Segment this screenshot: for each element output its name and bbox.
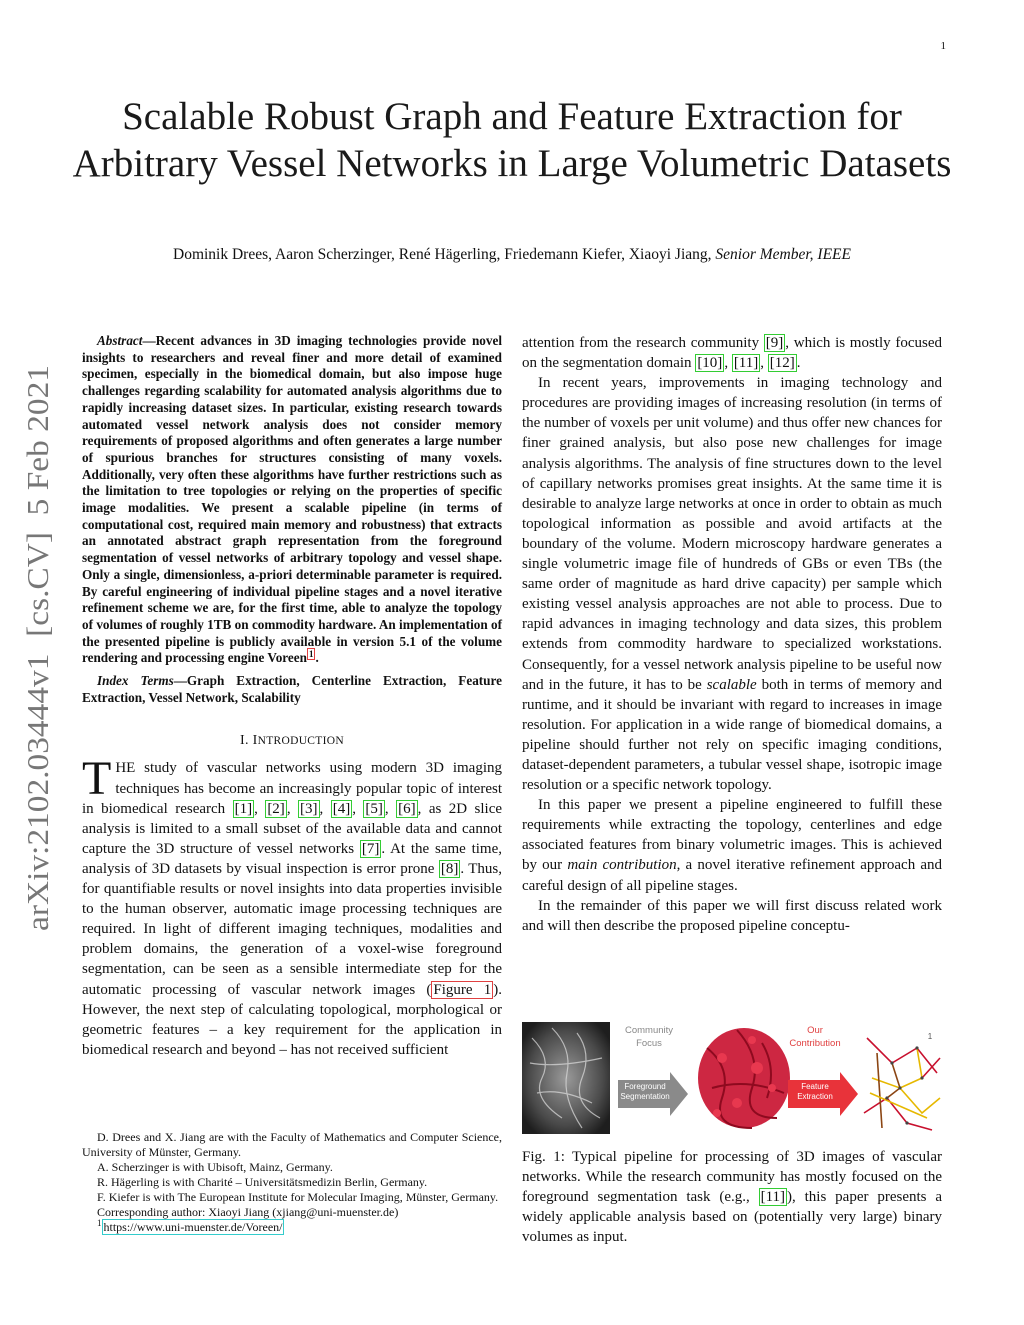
- intro-text-2: , as 2D slice analysis is limited to a small subset of the available data and cannot capture the 3D structure of vessel networks: [82, 800, 503, 857]
- author-membership: Senior Member, IEEE: [715, 246, 851, 263]
- cite-3[interactable]: [3]: [300, 800, 318, 817]
- feature-extraction-line-2: Extraction: [797, 1092, 833, 1101]
- intro-lead: HE study of vascular networks using modern 3D imaging techniques has become an increasingly popular topic of interest in biomedical research: [82, 760, 502, 817]
- feature-extraction-label: [786, 1082, 844, 1102]
- cite-1[interactable]: [1]: [234, 800, 253, 817]
- cite-sep: ,: [254, 800, 266, 817]
- right-p1-b: , which is mostly focused on the segmentation domain: [522, 335, 942, 372]
- cite-sep: ,: [319, 800, 331, 817]
- footnote-affiliation-4: F. Kiefer is with The European Institute for Molecular Imaging, Münster, Germany.: [97, 1190, 499, 1204]
- intro-text-5: ). However, the next step of calculating topological, morphological or geometric features – a key requirement for the application in biomedical research and beyond – has not received sufficient: [82, 981, 502, 1058]
- cite-9[interactable]: [9]: [765, 335, 784, 351]
- right-p2-em: scalable: [706, 676, 757, 693]
- abstract: [82, 333, 502, 667]
- cite-6[interactable]: [6]: [398, 800, 416, 817]
- cite-11[interactable]: [11]: [733, 355, 759, 372]
- footnote-affiliation-1: D. Drees and X. Jiang are with the Faculty of Mathematics and Computer Science, University of Münster, Germany.: [82, 1130, 502, 1159]
- arxiv-stamp-svg: [6, 361, 66, 931]
- right-paragraph-1: attention from the research community [9] , which is mostly focused on the segmentation domain [10] , [11] , [12] .: [522, 335, 942, 372]
- caption-lead: Fig. 1: Typical pipeline for processing of 3D images of vascular networks. While the research community has mostly focused on the foreground segmentation task (e.g.,: [522, 1149, 942, 1206]
- dropcap: T: [82, 752, 112, 806]
- section-title-rest: NTRODUCTION: [257, 735, 344, 748]
- footnote-corresponding-author: Corresponding author: Xiaoyi Jiang (xjiang@uni-muenster.de): [97, 1205, 399, 1219]
- right-p3-em: main contribution: [567, 857, 677, 874]
- cite-sep: ,: [286, 800, 299, 817]
- figure-1-caption: [522, 1147, 942, 1247]
- arxiv-stamp: [6, 361, 66, 931]
- right-p3-a: In this paper we present a pipeline engineered to fulfill these requirements while extracting the topology, centerlines and edge associated features from binary volumetric images. This is achieved by our: [522, 797, 942, 874]
- caption-cite-11[interactable]: [11]: [760, 1189, 786, 1206]
- right-p3-b: , a novel iterative refinement approach and careful design of all pipeline stages.: [522, 857, 943, 894]
- section-initial: I: [252, 733, 258, 749]
- feature-extraction-line-1: Feature: [801, 1082, 829, 1091]
- abstract-voreen-link[interactable]: Voreen: [267, 650, 307, 666]
- right-p2-b: both in terms of memory and runtime, and it should be invariant with regard to increases in image resolution. For application in a wide range of biomedical domains, a pipeline should further not rely on specific imaging conditions, dataset-dependent parameters, a tubular vessel shape, isotropic image resolution or a specific network topology.: [522, 676, 942, 794]
- cite-12[interactable]: [12]: [769, 355, 795, 372]
- index-terms: [82, 673, 502, 706]
- figure-1-link[interactable]: Figure 1: [433, 981, 492, 998]
- abstract-label: Abstract: [97, 333, 143, 348]
- foreground-segmentation-line-1: Foreground: [624, 1082, 666, 1091]
- our-contribution-line-1: Our: [807, 1025, 823, 1036]
- caption-tail: ), this paper presents a widely applicable analysis based on (potentially very large) binary volumes as input.: [522, 1189, 942, 1246]
- footnote-url-mark: 1: [97, 1218, 102, 1228]
- figure-1: [522, 1018, 942, 1138]
- foreground-segmentation-label: [616, 1082, 674, 1102]
- abstract-end-punct: .: [315, 650, 319, 666]
- cite-sep: ,: [384, 800, 397, 817]
- page-number: 1: [940, 40, 946, 52]
- right-p1-end: .: [796, 355, 801, 372]
- right-p1-a: attention from the research community: [522, 335, 764, 351]
- voreen-url-link[interactable]: https://www.uni-muenster.de/Voreen/: [103, 1220, 283, 1234]
- our-contribution-label: [780, 1024, 850, 1050]
- section-heading-introduction: [82, 733, 502, 749]
- our-contribution-line-2: Contribution: [789, 1038, 841, 1049]
- right-paragraph-2: [522, 373, 942, 795]
- foreground-segmentation-line-2: Segmentation: [620, 1092, 670, 1101]
- figure-1-graphic: [522, 1018, 942, 1138]
- cite-7[interactable]: [7]: [361, 840, 380, 857]
- cite-10[interactable]: [10]: [697, 355, 723, 372]
- community-focus-line-2: Focus: [636, 1038, 662, 1049]
- cite-2[interactable]: [2]: [267, 800, 285, 817]
- cite-4[interactable]: [4]: [332, 800, 351, 817]
- footnote-1-link[interactable]: 1: [308, 648, 314, 659]
- footnote-affiliation-2: A. Scherzinger is with Ubisoft, Mainz, Germany.: [97, 1160, 333, 1174]
- footnote-url: [82, 1220, 502, 1235]
- author-list: [60, 246, 964, 264]
- abstract-text: —Recent advances in 3D imaging technologies provide novel insights to researchers and reveal finer and more detail of examined specimen, especially in the biomedical domain, but also impose huge challenges regarding scalability for automated analysis algorithms due to rapidly increasing dataset sizes. In particular, existing research towards automated vessel network analysis does not consider memory requirements of proposed algorithms and often generates a large number of spurious branches for structures consisting of many voxels. Additionally, very often these algorithms have further restrictions such as the limitation to tree topologies or relying on the properties of specific image modalities. We present a scalable pipeline (in terms of computational cost, required main memory and robustness) that extracts an annotated abstract graph representation from the foreground segmentation of vessel networks of arbitrary topology and vessel shape. Only a single, dimensionless, a-priori determinable parameter is required. By careful engineering of individual pipeline stages and a novel iterative refinement scheme we are, for the first time, able to analyze the topology of volumes of roughly 1TB on commodity hardware. An implementation of the presented pipeline is publicly available in version 5.1 of the volume rendering and processing engine: [82, 333, 502, 666]
- cite-8[interactable]: [8]: [440, 860, 459, 877]
- intro-text-4: . Thus, for quantifiable results or novel insights into data properties invisible to the human observer, automatic image processing techniques are required. In light of different imaging techniques, modalities and problem domains, the generation of a voxel-wise foreground segmentation, can be seen as a sensible intermediate step for the automatic processing of vascular network images (: [82, 860, 502, 998]
- right-paragraph-4: In the remainder of this paper we will first discuss related work and will then describe the proposed pipeline conceptu-: [522, 897, 942, 934]
- right-paragraph-3: [522, 795, 942, 895]
- footnote-affiliation-3: R. Hägerling is with Charité – Universitätsmedizin Berlin, Germany.: [97, 1175, 428, 1189]
- right-p2-a: In recent years, improvements in imaging technology and procedures are providing images of increasing resolution (in terms of the number of voxels per unit volume) and thus offer new chances for finer grained analysis, but also pose new challenges for image analysis algorithms. The analysis of fine structures down to the level of capillary networks promises great insights. At the same time it is desirable to analyze large networks at once in order to obtain as much topological information as possible and avoid artifacts at the boundary of the volume. Modern microscopy hardware generates a single volumetric image file of hundreds of GBs or even TBs (the same order of magnitude as hard drive capacity) per sample which existing vessel analysis approaches are not able to process. Due to rapid advances in imaging technology and data sizes, this problem extends from commodity hardware to specialized workstations. Consequently, for a vessel network analysis pipeline to be useful now and in the future, it has to be: [522, 375, 942, 693]
- footnotes: [82, 1130, 502, 1235]
- right-column: [522, 333, 942, 936]
- community-focus-line-1: Community: [624, 1025, 674, 1036]
- cite-5[interactable]: [5]: [365, 800, 383, 817]
- cite-sep: ,: [352, 800, 364, 817]
- author-names: Dominik Drees, Aaron Scherzinger, René Hägerling, Friedemann Kiefer, Xiaoyi Jiang,: [173, 246, 712, 263]
- segmented-vessels-image: [698, 1028, 790, 1128]
- index-terms-text: —Graph Extraction, Centerline Extraction, Feature Extraction, Vessel Network, Scalability: [82, 673, 502, 705]
- intro-text-3: . At the same time, analysis of 3D datasets by visual inspection is error prone: [82, 840, 502, 877]
- section-numeral: I.: [240, 733, 249, 749]
- index-terms-label: Index Terms: [97, 673, 174, 689]
- arxiv-stamp-text: arXiv:2102.03444v1 [cs.CV] 5 Feb 2021: [20, 405, 55, 931]
- left-column: [82, 333, 502, 1060]
- figure-corner-mark: 1: [927, 1032, 933, 1041]
- intro-paragraph: [82, 752, 503, 1059]
- paper-title: Scalable Robust Graph and Feature Extraction for Arbitrary Vessel Networks in Large Volumetric Datasets: [72, 95, 952, 185]
- community-focus-label: [614, 1024, 684, 1050]
- extracted-graph-image: [864, 1038, 940, 1130]
